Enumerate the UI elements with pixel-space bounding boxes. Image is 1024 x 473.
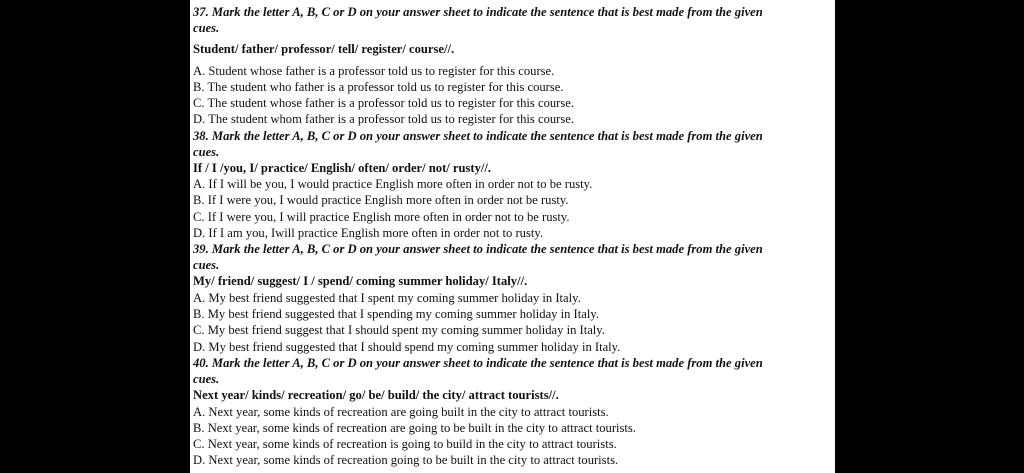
option-a: A. If I will be you, I would practice English more often in order not to be rusty. xyxy=(193,177,593,192)
option-d: D. Next year, some kinds of recreation going to be built in the city to attract tourists. xyxy=(193,453,619,468)
question-cues: Next year/ kinds/ recreation/ go/ be/ build/ the city/ attract tourists//. xyxy=(193,388,559,403)
question-instruction: 37. Mark the letter A, B, C or D on your answer sheet to indicate the sentence that is best made from the given xyxy=(193,5,763,19)
question-instruction-continued: cues. xyxy=(193,21,220,35)
option-c: C. Next year, some kinds of recreation is going to build in the city to attract tourists. xyxy=(193,437,617,452)
question-instruction: 39. Mark the letter A, B, C or D on your answer sheet to indicate the sentence that is best made from the given xyxy=(193,242,763,257)
question-40 xyxy=(193,355,835,469)
question-instruction-continued: cues. xyxy=(193,372,220,387)
option-c: C. The student whose father is a professor told us to register for this course. xyxy=(193,96,574,111)
option-d: D. My best friend suggested that I should spend my coming summer holiday in Italy. xyxy=(193,339,621,354)
option-b: B. If I were you, I would practice English more often in order not be rusty. xyxy=(193,193,569,208)
option-a: A. Next year, some kinds of recreation are going built in the city to attract tourists. xyxy=(193,404,609,419)
option-b: B. Next year, some kinds of recreation are going to be built in the city to attract tourists. xyxy=(193,420,636,435)
option-a: A. My best friend suggested that I spent my coming summer holiday in Italy. xyxy=(193,290,581,305)
option-a: A. Student whose father is a professor told us to register for this course. xyxy=(193,63,555,78)
question-cues: If / I /you, I/ practice/ English/ often/ order/ not/ rusty//. xyxy=(193,160,492,175)
question-39 xyxy=(193,241,835,355)
question-37 xyxy=(193,4,835,128)
option-c: C. If I were you, I will practice English more often in order not to be rusty. xyxy=(193,209,570,224)
option-d: D. If I am you, Iwill practice English more often in order not to rusty. xyxy=(193,226,543,241)
option-c: C. My best friend suggest that I should spent my coming summer holiday in Italy. xyxy=(193,323,605,338)
question-instruction-continued: cues. xyxy=(193,258,220,273)
option-d: D. The student whom father is a professor told us to register for this course. xyxy=(193,112,574,127)
question-38 xyxy=(193,128,835,242)
question-instruction: 40. Mark the letter A, B, C or D on your answer sheet to indicate the sentence that is best made from the given xyxy=(193,356,763,371)
question-cues: My/ friend/ suggest/ I / spend/ coming summer holiday/ Italy//. xyxy=(193,274,528,289)
question-cues: Student/ father/ professor/ tell/ register/ course//. xyxy=(193,42,455,56)
question-instruction: 38. Mark the letter A, B, C or D on your answer sheet to indicate the sentence that is best made from the given xyxy=(193,128,763,143)
option-b: B. The student who father is a professor told us to register for this course. xyxy=(193,79,564,94)
question-list xyxy=(193,4,835,469)
document-page xyxy=(190,0,835,473)
option-b: B. My best friend suggested that I spending my coming summer holiday in Italy. xyxy=(193,307,599,322)
question-instruction-continued: cues. xyxy=(193,144,220,159)
